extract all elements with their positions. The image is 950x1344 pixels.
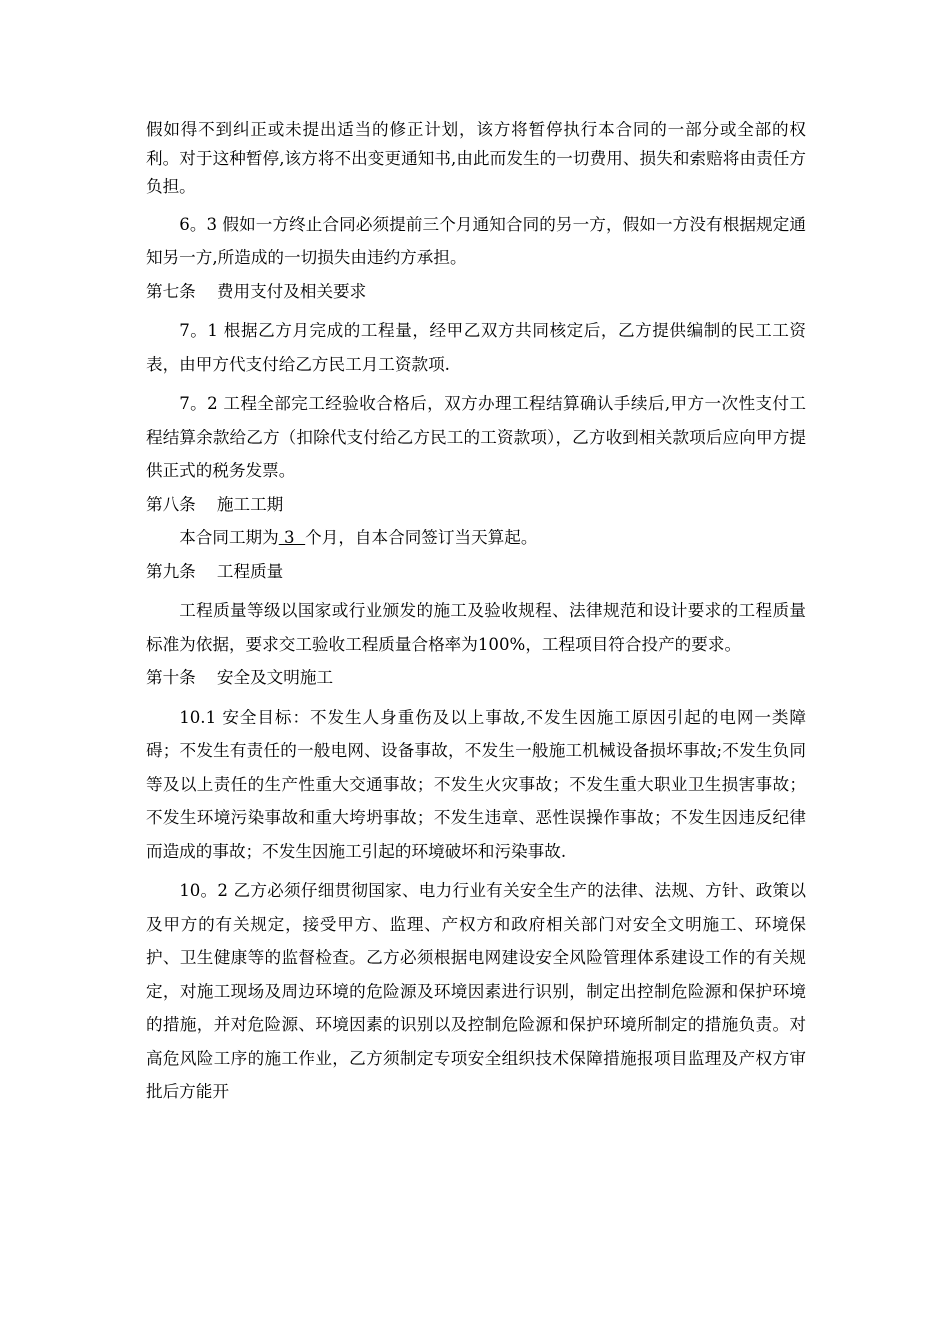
clause-7-2: 7。2 工程全部完工经验收合格后，双方办理工程结算确认手续后,甲方一次性支付工程结算余款给乙方（扣除代支付给乙方民工的工资款项），乙方收到相关款项后应向甲方提供正式的税务发票。 [146, 394, 806, 480]
quality-text: 工程质量等级以国家或行业颁发的施工及验收规程、法律规范和设计要求的工程质量标准为依据，要求交工验收工程质量合格率为100%，工程项目符合投产的要求。 [146, 601, 806, 654]
article-7-heading: 第七条 费用支付及相关要求 [146, 281, 367, 301]
article-9-heading: 第九条 工程质量 [146, 561, 284, 581]
clause-6-3: 6。3 假如一方终止合同必须提前三个月通知合同的另一方，假如一方没有根据规定通知另一方,所造成的一切损失由违约方承担。 [146, 214, 806, 267]
period-months-value: 3 [278, 528, 306, 547]
clause-10-2: 10。2 乙方必须仔细贯彻国家、电力行业有关安全生产的法律、法规、方针、政策以及甲方的有关规定，接受甲方、监理、产权方和政府相关部门对安全文明施工、环境保护、卫生健康等的监督检查。乙方必须根据电网建设安全风险管理体系建设工作的有关规定，对施工现场及周边环境的危险源及环境因素进行识别，制定出控制危险源和保护环境的措施，并对危险源、环境因素的识别以及控制危险源和保护环境所制定的措施负责。对高危风险工序的施工作业，乙方须制定专项安全组织技术保障措施报项目监理及产权方审批后方能开 [146, 881, 806, 1101]
article-8-heading: 第八条 施工工期 [146, 494, 284, 514]
clause-7-1: 7。1 根据乙方月完成的工程量，经甲乙双方共同核定后，乙方提供编制的民工工资表，由甲方代支付给乙方民工月工资款项. [146, 321, 806, 374]
period-suffix: 个月，自本合同签订当天算起。 [305, 528, 538, 547]
construction-period-text [146, 521, 806, 555]
contract-page [146, 116, 806, 1109]
paragraph-suspension-rights: 假如得不到纠正或未提出适当的修正计划，该方将暂停执行本合同的一部分或全部的权利。对于这种暂停,该方将不出变更通知书,由此而发生的一切费用、损失和索赔将由责任方负担。 [146, 120, 806, 196]
period-prefix: 本合同工期为 [179, 528, 279, 547]
article-10-heading: 第十条 安全及文明施工 [146, 668, 334, 687]
clause-10-1: 10.1 安全目标：不发生人身重伤及以上事故,不发生因施工原因引起的电网一类障碍；不发生有责任的一般电网、设备事故，不发生一般施工机械设备损坏事故;不发生负同等及以上责任的生产性重大交通事故；不发生火灾事故；不发生重大职业卫生损害事故；不发生环境污染事故和重大垮坍事故；不发生违章、恶性误操作事故；不发生因违反纪律而造成的事故；不发生因施工引起的环境破坏和污染事故. [146, 707, 806, 861]
